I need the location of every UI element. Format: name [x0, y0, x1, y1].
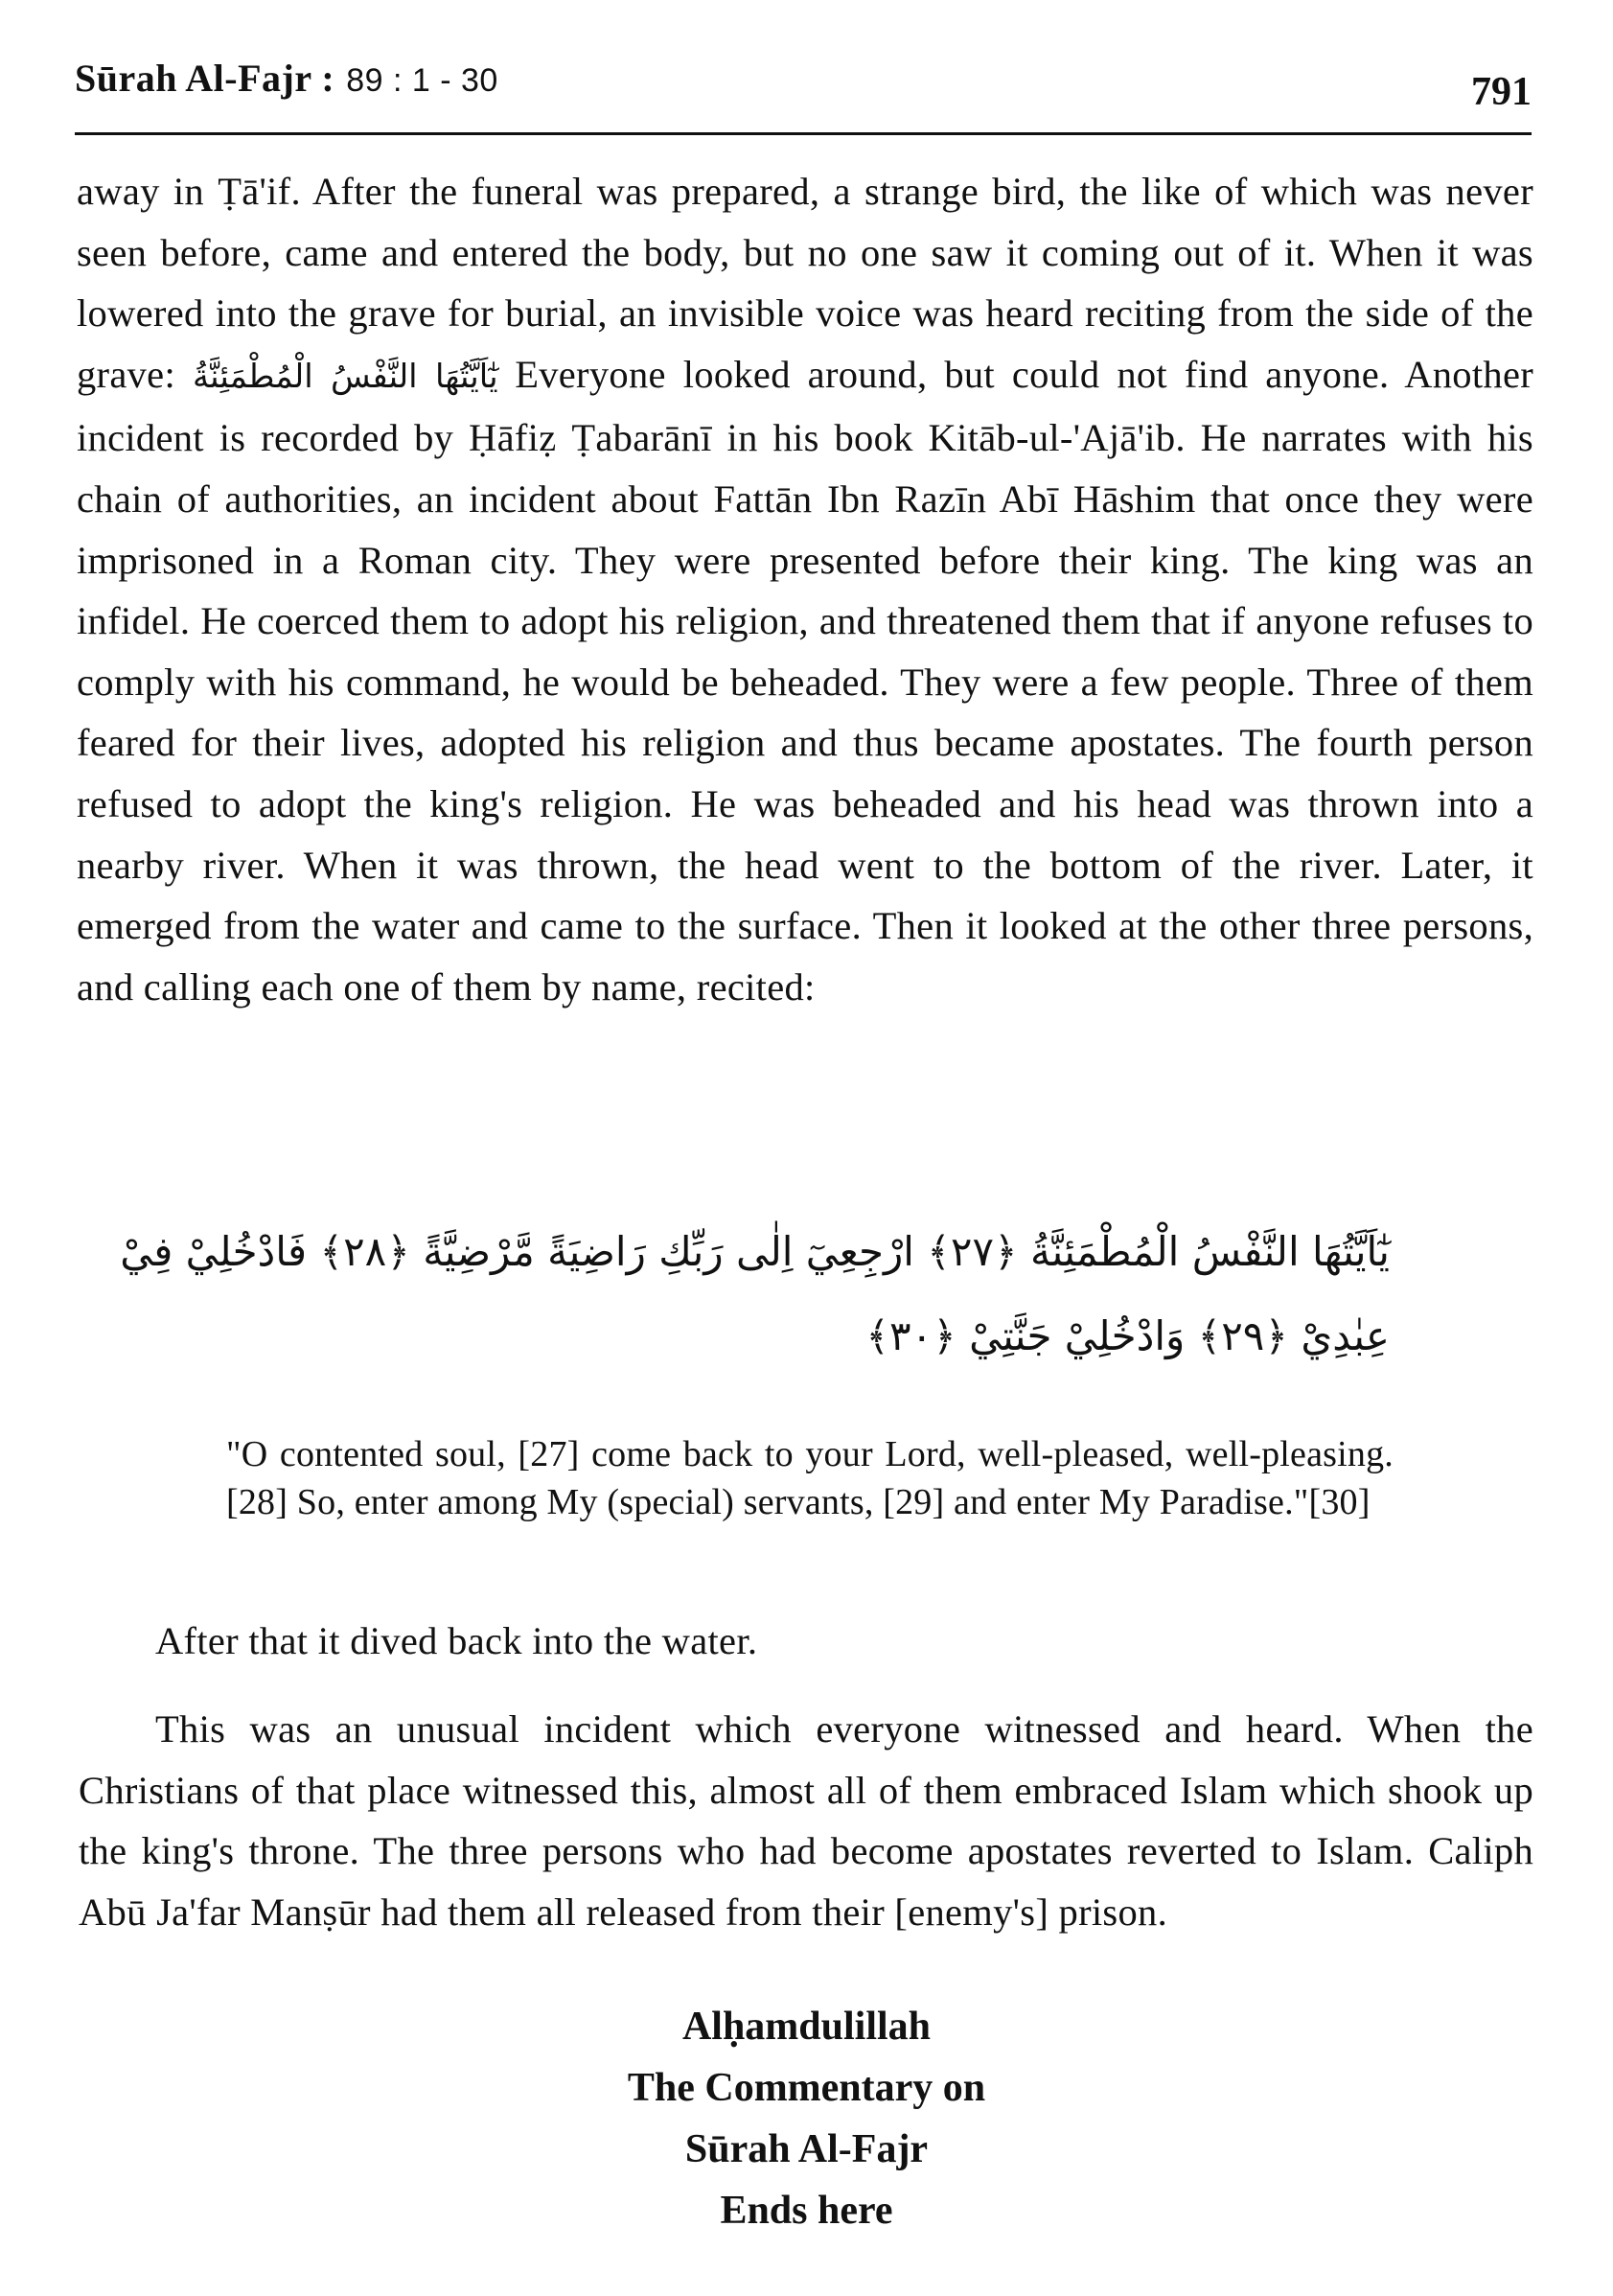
body-paragraph	[77, 161, 1533, 1017]
arabic-verse-line-2: عِبٰدِيْ ﴿٢٩﴾ وَادْخُلِيْ جَنَّتِيْ ﴿٣٠﴾	[865, 1312, 1390, 1359]
header-rule	[75, 132, 1532, 135]
paragraph-unusual-incident: This was an unusual incident which everyone witnessed and heard. When the Christians of that place witnessed this, almost all of them embraced Islam which shook up the king's throne. The three persons who had become apostates reverted to Islam. Caliph Abū Ja'far Manṣūr had them all released from their [enemy's] prison.	[79, 1707, 1533, 1934]
page-number: 791	[1471, 70, 1532, 114]
verse-range: 89 : 1 - 30	[346, 62, 498, 99]
closing-line-alhamdulillah: Alḥamdulillah	[681, 2005, 932, 2049]
inline-arabic-quote: يٰٓاَيَّتُهَا النَّفْسُ الْمُطْمَئِنَّةُ	[192, 357, 498, 396]
body-text-part-2: Everyone looked around, but could not find anyone. Another incident is recorded by Ḥāfiẓ Ṭabarānī in his book Kitāb-ul-'Ajā'ib. He narrates with his chain of authorities, an incident about Fattān Ibn Razīn Abī Hāshim that once they were imprisoned in a Roman city. They were presented before their king. The king was an infidel. He coerced them to adopt his religion, and threatened them that if anyone refuses to comply with his command, he would be beheaded. They were a few people. Three of them feared for their lives, adopted his religion and thus became apostates. The fourth person refused to adopt the king's religion. He was beheaded and his head was thrown into a nearby river. When it was thrown, the head went to the bottom of the river. Later, it emerged from the water and came to the surface. Then it looked at the other three persons, and calling each one of them by name, recited:	[77, 352, 1534, 1009]
paragraph-dived-back: After that it dived back into the water.	[155, 1619, 758, 1662]
closing-line-ends: Ends here	[720, 2189, 893, 2233]
arabic-verse-block	[120, 1210, 1390, 1379]
closing-line-commentary: The Commentary on	[627, 2066, 986, 2110]
body-text-part-1: away in Ṭā'if. After the funeral was prepared, a strange bird, the like of which was never seen before, came and entered the body, but no one saw it coming out of it. When it was lowered into the grave for burial, an invisible voice was heard reciting from the side of the grave:	[77, 170, 1533, 396]
verse-translation: "O contented soul, [27] come back to your Lord, well-pleased, well-pleasing. [28] So, enter among My (special) servants, [29] and enter My Paradise."[30]	[226, 1434, 1394, 1522]
running-title	[75, 56, 498, 101]
arabic-verse-line-1: يٰٓاَيَّتُهَا النَّفْسُ الْمُطْمَئِنَّةُ ﴿٢٧﴾ ارْجِعِيٓ اِلٰى رَبِّكِ رَاضِيَةً مَّرْضِيَّةً ﴿٢٨﴾ فَادْخُلِيْ فِيْ	[120, 1228, 1390, 1275]
closing-line-surah: Sūrah Al-Fajr	[684, 2127, 929, 2171]
closing-note	[0, 1996, 1613, 2241]
surah-title: Sūrah Al-Fajr :	[75, 57, 335, 100]
running-header	[75, 48, 1532, 115]
